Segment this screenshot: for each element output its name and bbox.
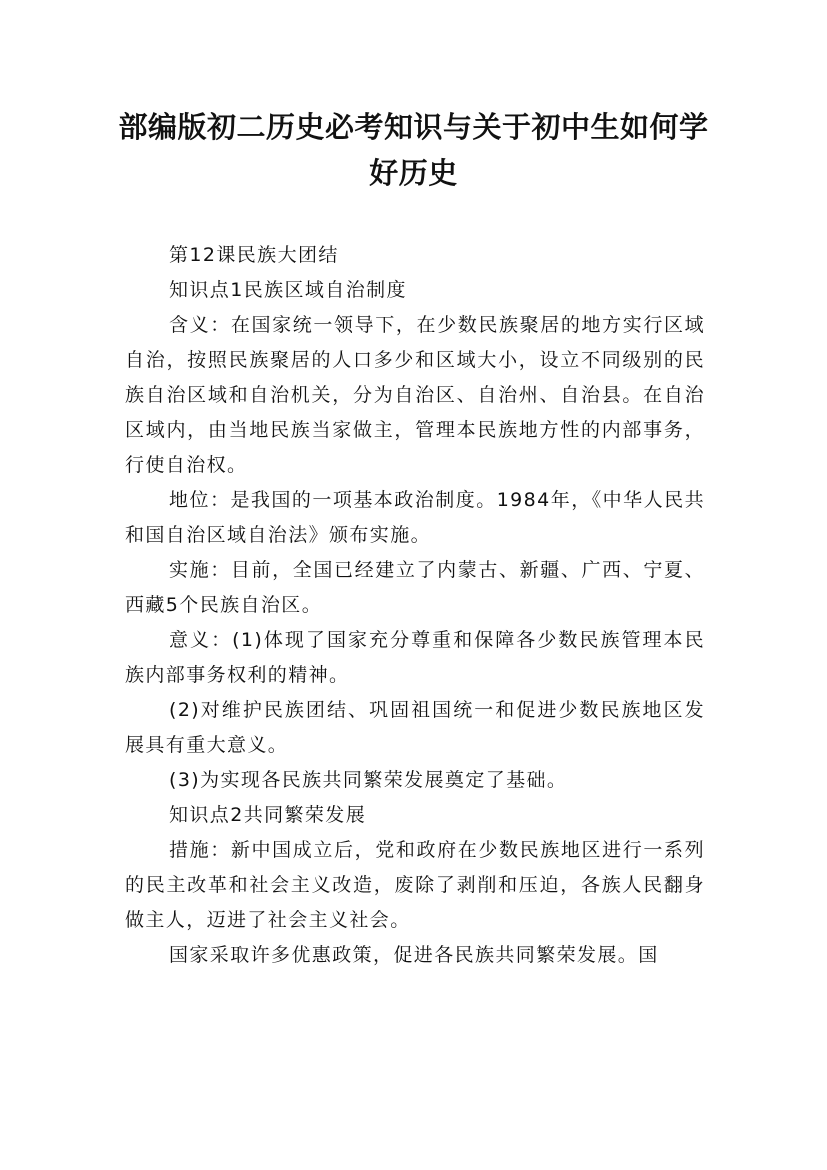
document-title: 部编版初二历史必考知识与关于初中生如何学好历史 (118, 110, 709, 190)
paragraph-significance-1: 意义：(1)体现了国家充分尊重和保障各少数民族管理本民族内部事务权利的精神。 (125, 629, 705, 686)
paragraph-measures: 措施：新中国成立后，党和政府在少数民族地区进行一系列的民主改革和社会主义改造，废除了剥削和压迫，各族人民翻身做主人，迈进了社会主义社会。 (125, 839, 705, 931)
knowledge-point-heading: 知识点2共同繁荣发展 (169, 804, 367, 826)
document-body (125, 238, 705, 973)
paragraph-significance-3: (3)为实现各民族共同繁荣发展奠定了基础。 (169, 769, 568, 791)
paragraph-significance-2: (2)对维护民族团结、巩固祖国统一和促进少数民族地区发展具有重大意义。 (125, 699, 705, 756)
paragraph-definition: 含义：在国家统一领导下，在少数民族聚居的地方实行区域自治，按照民族聚居的人口多少和区域大小，设立不同级别的民族自治区域和自治机关，分为自治区、自治州、自治县。在自治区域内，由当地民族当家做主，管理本民族地方性的内部事务， 行使自治权。 (125, 314, 705, 476)
paragraph-status: 地位：是我国的一项基本政治制度。1984年，《中华人民共和国自治区域自治法》颁布实施。 (125, 489, 705, 546)
paragraph-policies: 国家采取许多优惠政策，促进各民族共同繁荣发展。国 (169, 944, 659, 966)
paragraph-implementation: 实施：目前，全国已经建立了内蒙古、新疆、广西、宁夏、西藏5个民族自治区。 (125, 559, 705, 616)
lesson-heading: 第12课民族大团结 (169, 244, 339, 266)
knowledge-point-heading: 知识点1民族区域自治制度 (169, 279, 407, 301)
